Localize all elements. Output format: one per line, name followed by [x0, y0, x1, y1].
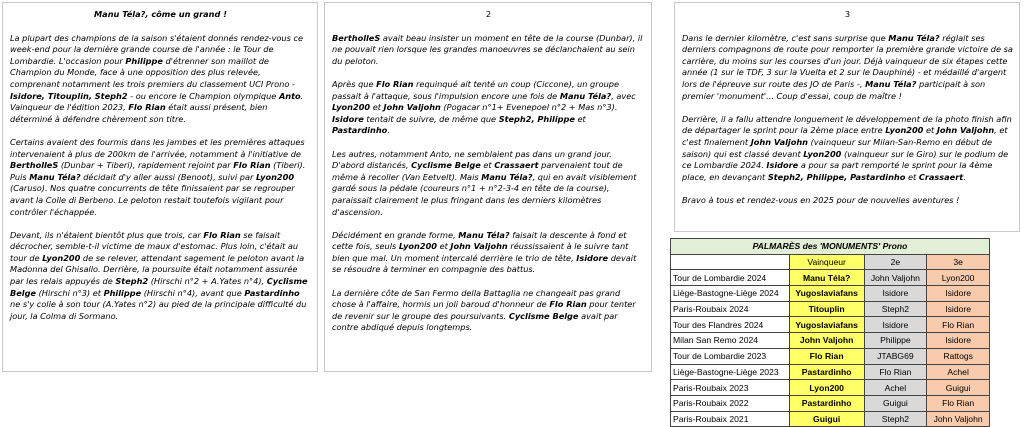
third-place: Guigui — [927, 380, 990, 396]
second-place: John Valjohn — [864, 270, 927, 286]
text-run: (Hirschi n°4), avant que — [141, 287, 245, 298]
text-run: (Pogacar n°1+ Evenepoel n°2 + Mas n°3). — [440, 102, 618, 113]
text-run: (Hirschi n°3) et — [36, 287, 104, 298]
second-place: Achel — [864, 380, 927, 396]
text-run: et — [480, 160, 495, 171]
paragraph — [332, 79, 645, 137]
text-run: de se relever, attendant sagement le peloton avant la Madonna del Ghisallo. Derrière, la poursuite était notamment assurée par les relais appuyés de — [10, 252, 305, 287]
text-run: d'étrenner son maillot de Champion du Monde, face à une opposition des plus relevée, comprenant notamment les trois premiers du classement UCI Prono - — [10, 55, 295, 89]
race-name: Paris-Roubaix 2021 — [671, 411, 790, 427]
text-run: ne s'y colle à son tour (A.Yates n°2) au pied de la principale difficulté du jour, la Colma di Sormano. — [10, 299, 307, 321]
text-run: Certains avaient des fourmis dans les jambes et les premières attaques intervenaient à plus de 200km de l'arrivée, notamment à l'initiative de — [10, 136, 305, 159]
text-run: (vainqueur sur Milan-San-Remo en début de saison) qui est classé devant — [682, 136, 993, 159]
third-place: Isidore — [927, 301, 990, 317]
third-place: Flo Rian — [927, 395, 990, 411]
page-2-body — [332, 33, 645, 334]
rider-name: Philippe — [103, 287, 142, 298]
table-row — [671, 333, 990, 349]
rider-name: Lyon200 — [255, 171, 295, 182]
text-run: avait beau insister un moment en tête de la course (Dunbar), il ne pouvait rien lorsque les grandes manoeuvres se déclanchaient au sein du peloton. — [332, 32, 643, 66]
third-place: Isidore — [927, 286, 990, 302]
rider-name: Flo Rian — [203, 229, 241, 240]
table-row — [671, 380, 990, 396]
winner: Pastardinho — [789, 395, 864, 411]
palmares-table — [670, 238, 990, 427]
third-place: Isidore — [927, 333, 990, 349]
rider-name: Pastardinho — [244, 287, 300, 298]
paragraph — [682, 195, 1013, 207]
rider-name: John Valjohn — [383, 102, 441, 113]
text-run: - ou encore le Champion olympique — [127, 90, 279, 101]
text-run: La plupart des champions de la saison s'étaient donnés rendez-vous ce week-end pour la dernière grande course de l'année : le Tour de Lombardie. L'occasion pour — [10, 32, 304, 66]
winner: Yugoslaviafans — [789, 286, 864, 302]
text-run: réussissaient à le suivre tant bien que mal. Un moment intercalé derrière le trio de tête, — [332, 241, 629, 263]
third-place: Lyon200 — [927, 270, 990, 286]
paragraph — [10, 137, 311, 218]
table-row — [671, 364, 990, 380]
second-place: JTABG69 — [864, 348, 927, 364]
table-caption: PALMARÈS des 'MONUMENTS' Prono — [671, 239, 990, 255]
rider-name: Cyclisme Belge — [411, 160, 481, 171]
header-race — [671, 254, 790, 270]
winner: Yugoslaviafans — [789, 317, 864, 333]
rider-name: Isidore — [766, 160, 799, 171]
rider-name: Manu Téla? — [865, 78, 917, 89]
article-title: Manu Téla?, côme un grand ! — [94, 9, 227, 19]
text-run: devait se résoudre à terminer en compagnie des battus. — [332, 252, 637, 275]
rider-name: Lyon200 — [803, 148, 842, 159]
text-run: avait par contre abdiqué depuis longtemps. — [332, 310, 618, 333]
text-run: , et c'est finalement — [682, 125, 1008, 147]
winner: Guigui — [789, 411, 864, 427]
rider-name: Anto — [278, 90, 301, 101]
rider-name: Crassaert — [918, 171, 964, 182]
page-3 — [674, 2, 1020, 232]
table-header-row — [671, 254, 990, 270]
paragraph — [682, 114, 1013, 184]
race-name: Liège-Bastogne-Liège 2023 — [671, 364, 790, 380]
table-row — [671, 411, 990, 427]
page-1 — [2, 2, 318, 372]
second-place: Isidore — [864, 286, 927, 302]
text-run: réglait ses derniers compagnons de route pour remporter la première grande victoire de sa carrière, du moins sur les courses d'un jour. Déjà vainqueur de six étapes cette année (1 sur le TDF, 3 sur la Vuelta et 2 sur le Dauphiné) - et médaillé d'argent lors de l'épreuve sur route des JO de Paris -, — [682, 32, 1013, 89]
text-run: (Tiberi). Puis — [10, 160, 306, 182]
rider-name: Flo Rian — [376, 78, 414, 89]
text-run: (vainqueur sur le Giro) sur le podium de ce Lombardie 2024. — [682, 148, 1009, 171]
text-run: et — [574, 113, 586, 124]
race-name: Milan San Remo 2024 — [671, 333, 790, 349]
header-second: 2e — [864, 254, 927, 270]
paragraph — [332, 288, 645, 334]
winner: Manu Téla? — [789, 270, 864, 286]
text-run: se faisait décrocher, semble-t-il victime de maux d'estomac. Plus loin, c'était au tour de — [10, 229, 299, 263]
text-run: était aussi présent, bien déterminé à défendre chèrement son titre. — [10, 102, 268, 124]
rider-name: Flo Rian — [233, 160, 271, 171]
rider-name: Manu Téla? — [481, 171, 533, 182]
winner: Titouplin — [789, 301, 864, 317]
rider-name: BertholleS — [332, 32, 381, 43]
rider-name: John Valjohn — [936, 125, 995, 136]
text-run: (Caruso). Nos quatre concurrents de tête finissaient par se regrouper avant la Colle di Berbeno. Le peloton restait toutefois vigilant pour contrôler l'échappée. — [10, 183, 295, 217]
third-place: Achel — [927, 364, 990, 380]
text-run: , qui en avait visiblement gardé sous la pédale (coureurs n°1 + n°2-3-4 en tête de la course), paraissait clairement le plus fringant dans les derniers kilomètres d'ascension. — [332, 171, 637, 217]
page-number: 3 — [844, 9, 851, 19]
text-run: décidait d'y aller aussi (Benoot), suivi par — [80, 171, 256, 182]
text-run: a pour sa part remporté le sprint pour la 4ème place, en devançant — [682, 160, 993, 182]
text-run: Les autres, notamment Anto, ne semblaient pas dans un grand jour. D'abord distancés, — [332, 148, 612, 171]
race-name: Paris-Roubaix 2023 — [671, 380, 790, 396]
text-run: (Hirschi n°2 + A.Yates n°4), — [148, 276, 267, 287]
text-run: et — [923, 125, 937, 136]
text-run: La dernière côte de San Fermo della Battaglia ne changeait pas grand chose à l'affaire, hormis un joli baroud d'honneur de — [332, 287, 621, 310]
third-place: Rattogs — [927, 348, 990, 364]
page-2 — [324, 2, 652, 372]
paragraph — [682, 33, 1013, 103]
rider-name: Lyon200 — [885, 125, 924, 136]
rider-name: Manu Téla? — [888, 32, 940, 43]
text-run: participait à son premier 'monument'... Coup d'essai, coup de maître ! — [682, 78, 986, 101]
second-place: Flo Rian — [864, 364, 927, 380]
page-number: 2 — [485, 9, 492, 19]
rider-name: Cyclisme Belge — [508, 310, 579, 321]
text-run: pour tenter de revenir sur le groupe des poursuivants. — [332, 299, 636, 321]
rider-name: Flo Rian — [128, 102, 166, 113]
page-3-body — [682, 33, 1013, 207]
race-name: Paris-Roubaix 2022 — [671, 395, 790, 411]
text-run: requinqué ait tenté un coup (Ciccone), un groupe passait à l'attaque, sous l'impulsion encore une fois de — [332, 78, 620, 101]
text-run: . — [963, 171, 966, 182]
table-row — [671, 395, 990, 411]
rider-name: Lyon200 — [42, 252, 81, 263]
table-row — [671, 270, 990, 286]
text-run: Décidément en grande forme, — [332, 229, 459, 240]
race-name: Paris-Roubaix 2024 — [671, 301, 790, 317]
text-run: . — [387, 125, 390, 136]
second-place: Steph2 — [864, 411, 927, 427]
rider-name: Manu Téla? — [458, 229, 510, 240]
rider-name: Flo Rian — [549, 299, 587, 310]
rider-name: Crassaert — [494, 160, 539, 171]
text-run: . Vainqueur de l'édition 2023, — [10, 90, 304, 113]
paragraph — [10, 230, 311, 323]
paragraph — [10, 33, 311, 126]
second-place: Steph2 — [864, 301, 927, 317]
race-name: Tour de Lombardie 2023 — [671, 348, 790, 364]
text-run: et — [905, 171, 919, 182]
text-run: , avec — [611, 90, 636, 101]
rider-name: Isidore — [576, 252, 609, 263]
table-row — [671, 348, 990, 364]
page-1-body — [10, 33, 311, 323]
header-third: 3e — [927, 254, 990, 270]
rider-name: Isidore, Titouplin, Steph2 — [10, 90, 128, 101]
text-run: tentait de suivre, de même que — [363, 113, 499, 124]
winner: Lyon200 — [789, 380, 864, 396]
text-run: et — [370, 102, 384, 113]
second-place: Isidore — [864, 317, 927, 333]
text-run: Devant, ils n'étaient bientôt plus que trois, car — [10, 229, 204, 240]
second-place: Guigui — [864, 395, 927, 411]
header-winner: Vainqueur — [789, 254, 864, 270]
rider-name: Steph2 — [115, 276, 149, 287]
race-name: Tour des Flandres 2024 — [671, 317, 790, 333]
winner: Pastardinho — [789, 364, 864, 380]
text-run: (Dunbar + Tiberi), rapidement rejoint par — [58, 160, 234, 171]
paragraph — [332, 149, 645, 219]
text-run: et — [436, 241, 451, 252]
text-run: parvenaient tout de même à recoller (Van Eetvelt). Mais — [332, 160, 623, 182]
rider-name: Steph2, Philippe, Pastardinho — [767, 171, 906, 182]
rider-name: Steph2, Philippe — [498, 113, 575, 124]
rider-name: John Valjohn — [750, 136, 809, 147]
text-run: Dans le dernier kilomètre, c'est sans surprise que — [682, 32, 889, 43]
table-row — [671, 317, 990, 333]
rider-name: Isidore — [332, 113, 364, 124]
paragraph — [332, 230, 645, 276]
third-place: Flo Rian — [927, 317, 990, 333]
second-place: Philippe — [864, 333, 927, 349]
rider-name: Lyon200 — [332, 102, 371, 113]
text-run: faisait la descente à fond et cette fois, seuls — [332, 229, 627, 252]
table-row — [671, 301, 990, 317]
paragraph — [332, 33, 645, 68]
rider-name: Pastardinho — [332, 125, 388, 136]
rider-name: Lyon200 — [398, 241, 437, 252]
table-row — [671, 286, 990, 302]
third-place: John Valjohn — [927, 411, 990, 427]
text-run: Derrière, il a fallu attendre longuement le développement de la photo finish afin de départager le sprint pour la 2ème place entre — [682, 113, 1012, 136]
rider-name: Manu Téla? — [29, 171, 81, 182]
rider-name: BertholleS — [10, 160, 59, 171]
rider-name: Manu Téla? — [559, 90, 612, 101]
table-caption-row — [671, 239, 990, 255]
rider-name: Philippe — [125, 55, 163, 66]
rider-name: John Valjohn — [450, 241, 508, 252]
race-name: Liège-Bastogne-Liège 2024 — [671, 286, 790, 302]
winner: John Valjohn — [789, 333, 864, 349]
race-name: Tour de Lombardie 2024 — [671, 270, 790, 286]
text-run: Après que — [332, 78, 377, 89]
text-run: Bravo à tous et rendez-vous en 2025 pour de nouvelles aventures ! — [682, 194, 960, 205]
winner: Flo Rian — [789, 348, 864, 364]
rider-name: Cyclisme Belge — [10, 276, 308, 298]
